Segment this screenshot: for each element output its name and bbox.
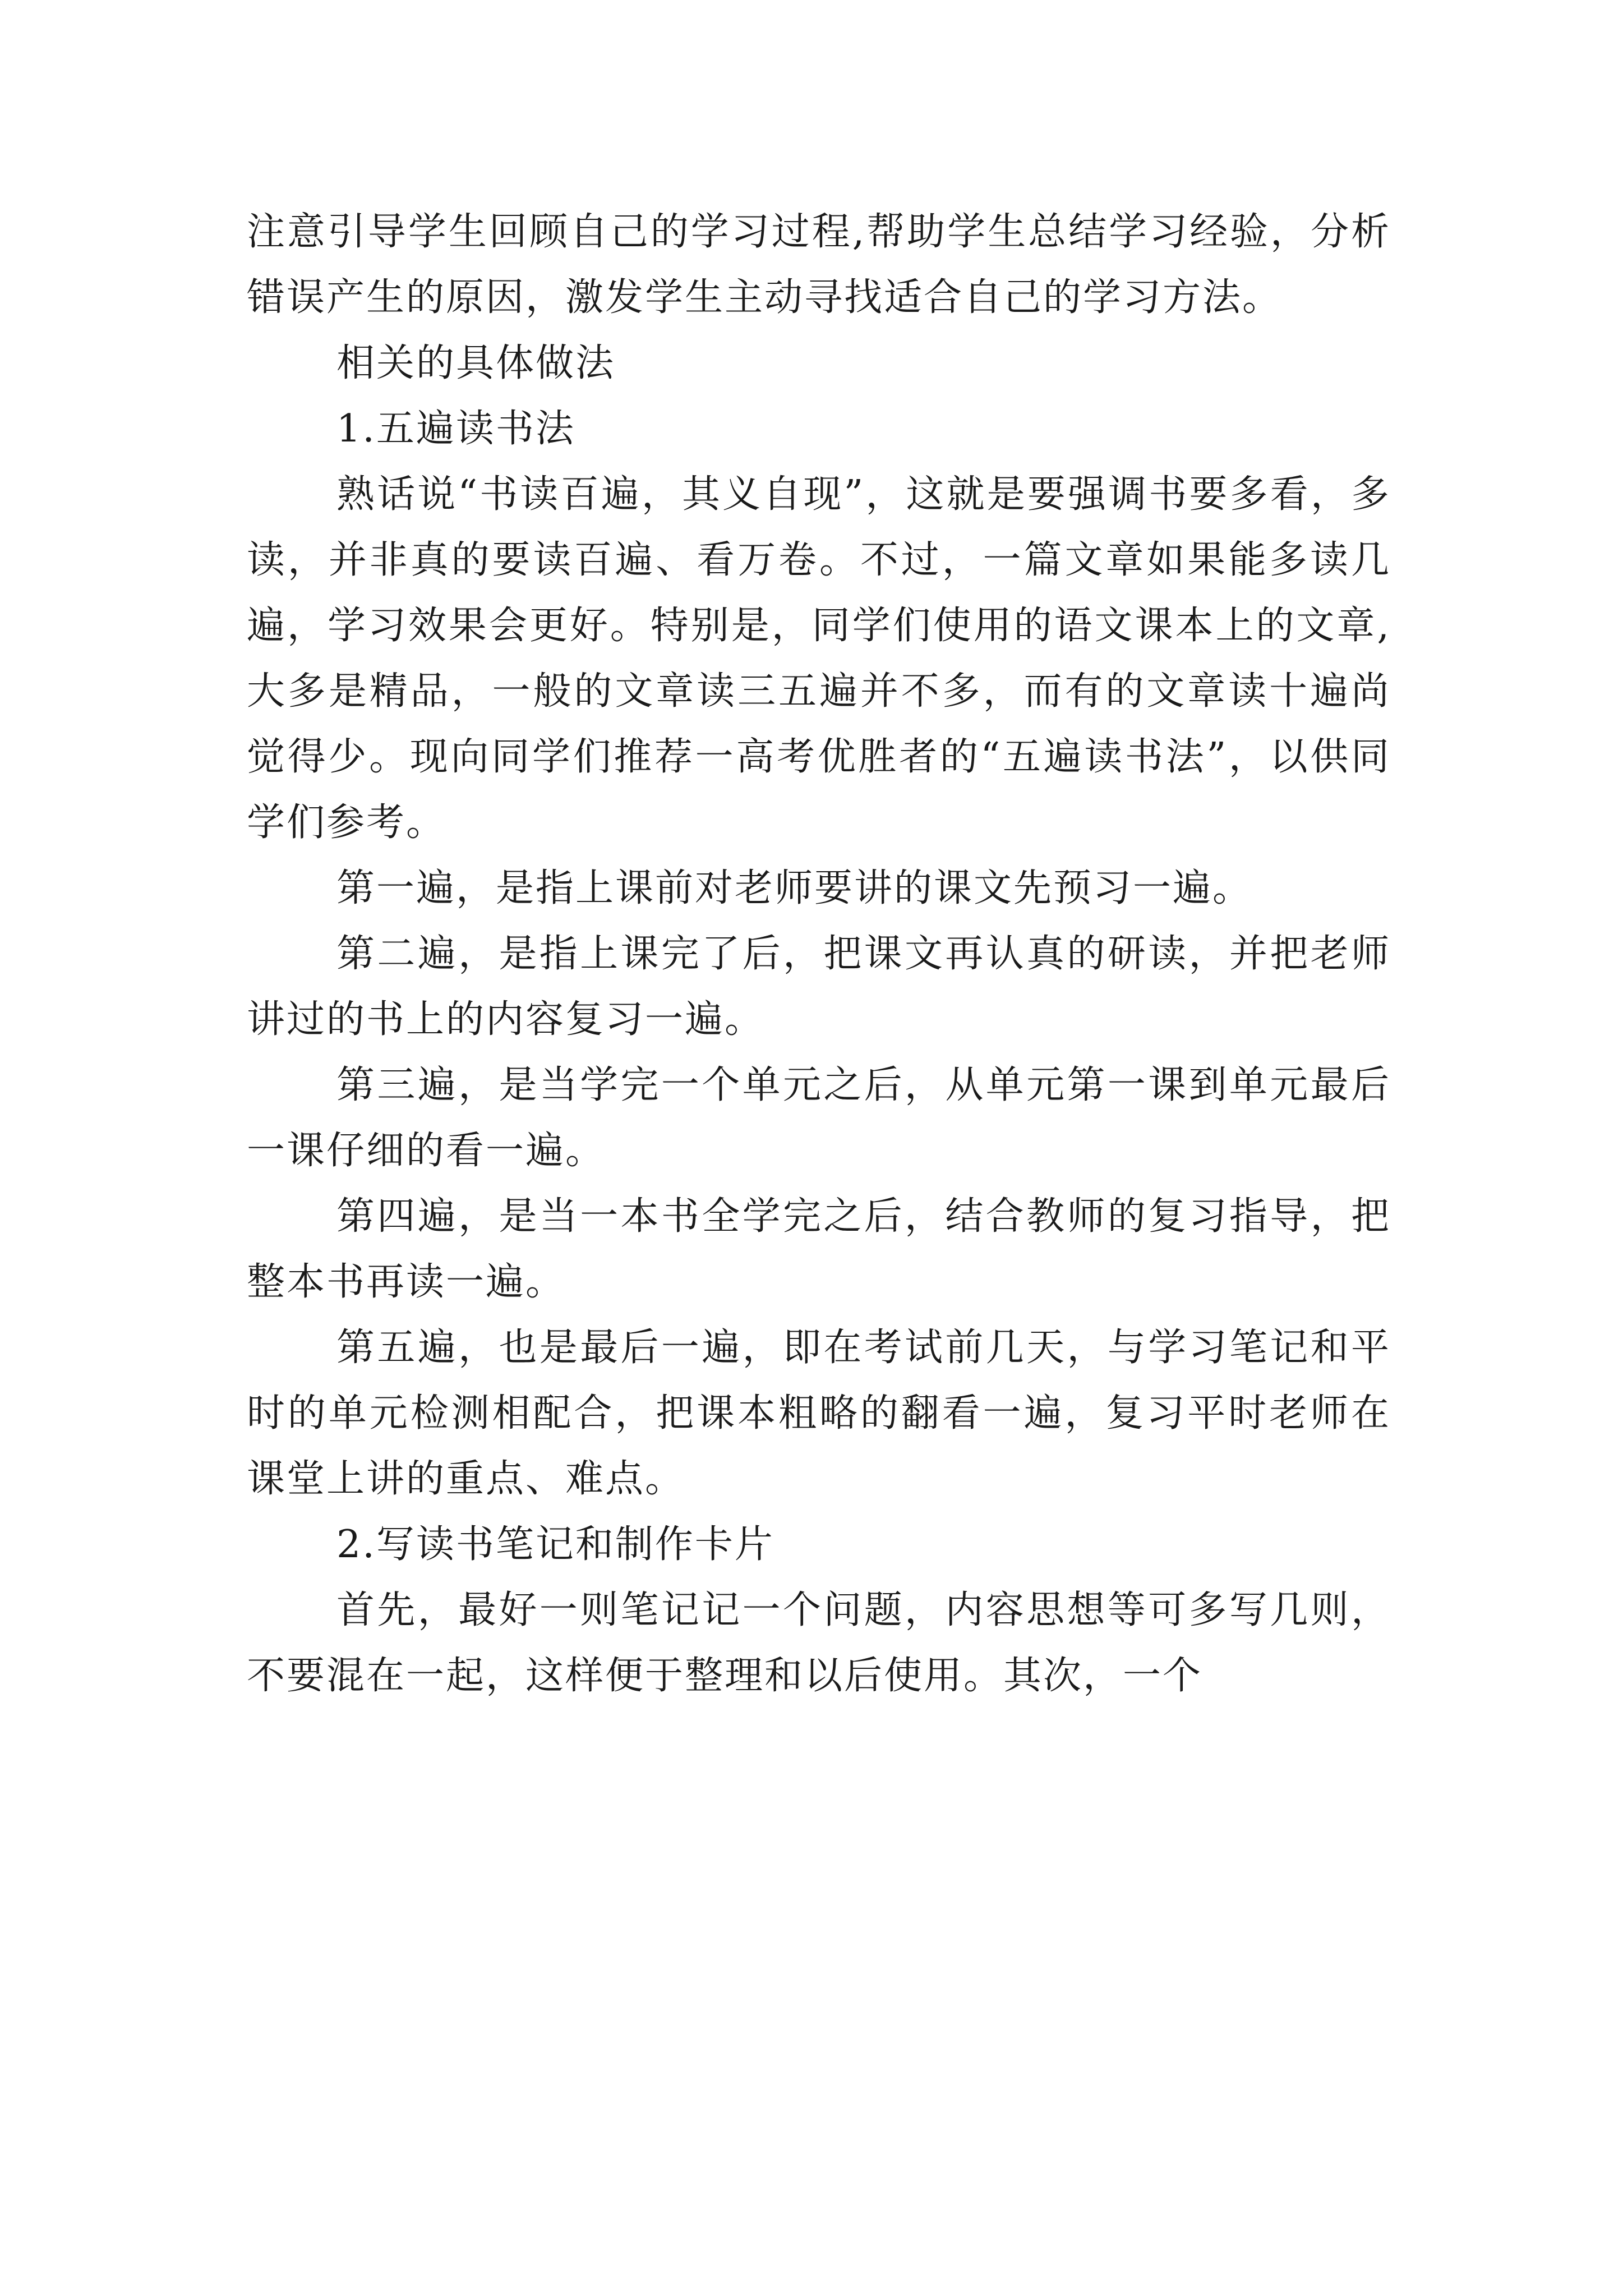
paragraph: 首先，最好一则笔记记一个问题，内容思想等可多写几则，不要混在一起，这样便于整理和以后使用。其次，一个 [247, 1588, 1391, 1698]
paragraph: 熟话说“书读百遍，其义自现”，这就是要强调书要多看，多读，并非真的要读百遍、看万卷。不过，一篇文章如果能多读几遍，学习效果会更好。特别是，同学们使用的语文课本上的文章,大多是精品，一般的文章读三五遍并不多，而有的文章读十遍尚觉得少。现向同学们推荐一高考优胜者的“五遍读书法”，以供同学们参考。 [247, 472, 1391, 845]
document-body [247, 199, 1391, 1709]
paragraph: 第五遍，也是最后一遍，即在考试前几天，与学习笔记和平时的单元检测相配合，把课本粗略的翻看一遍，复习平时老师在课堂上讲的重点、难点。 [247, 1326, 1391, 1501]
paragraph: 第一遍，是指上课前对老师要讲的课文先预习一遍。 [336, 866, 1253, 910]
paragraph: 第四遍，是当一本书全学完之后，结合教师的复习指导，把整本书再读一遍。 [247, 1194, 1391, 1304]
paragraph: 第三遍，是当学完一个单元之后，从单元第一课到单元最后一课仔细的看一遍。 [247, 1063, 1391, 1173]
paragraph: 第二遍，是指上课完了后，把课文再认真的研读，并把老师讲过的书上的内容复习一遍。 [247, 932, 1391, 1042]
section-heading: 相关的具体做法 [336, 341, 616, 385]
paragraph: 注意引导学生回顾自己的学习过程,帮助学生总结学习经验，分析错误产生的原因，激发学生主动寻找适合自己的学习方法。 [247, 210, 1391, 320]
subsection-heading: 2.写读书笔记和制作卡片 [336, 1522, 774, 1567]
subsection-heading: 1.五遍读书法 [336, 407, 575, 451]
